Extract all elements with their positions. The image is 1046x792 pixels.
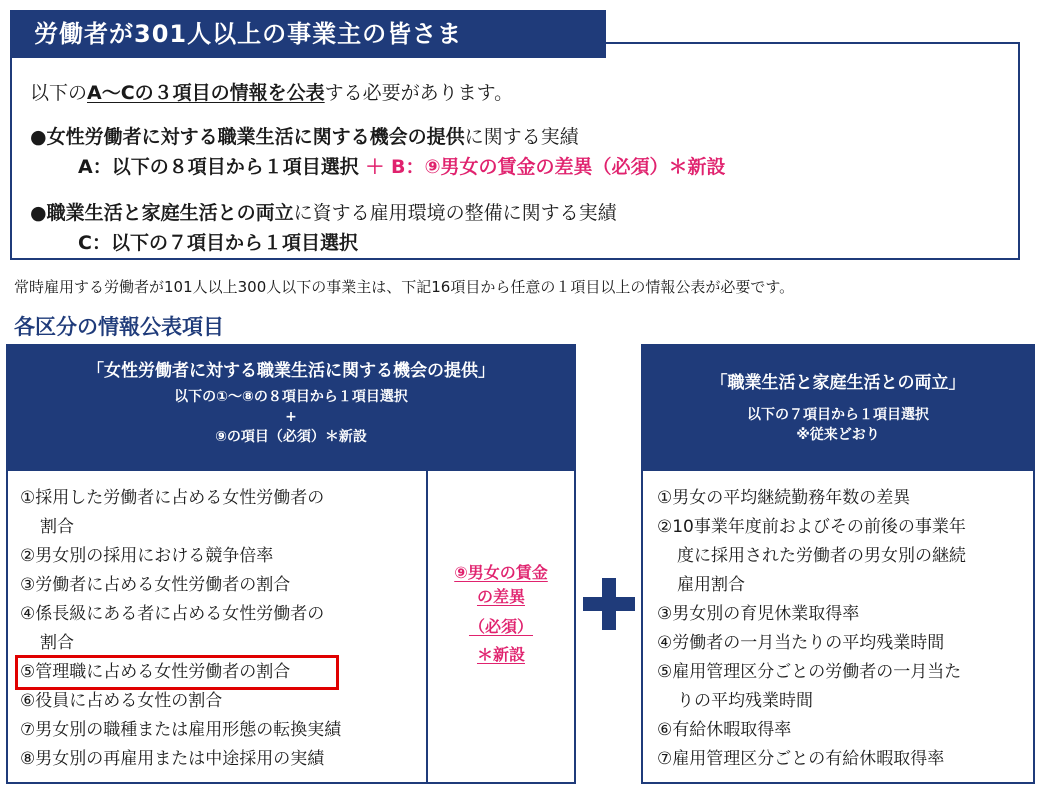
panel-header <box>643 346 1033 471</box>
note-text: 常時雇用する労働者が101人以上300人以下の事業主は、下記16項目から任意の１項目以上の情報公表が必要です。 <box>14 278 795 296</box>
list-item: ⑤雇用管理区分ごとの労働者の一月当た <box>657 662 962 682</box>
list-item: ④係長級にある者に占める女性労働者の <box>20 604 325 624</box>
list-item: ⑥有給休暇取得率 <box>657 720 792 740</box>
requirement-ab: A：以下の８項目から１項目選択 ＋ B：⑨男女の賃金の差異（必須）＊新設 <box>78 156 726 178</box>
list-item: ②10事業年度前およびその前後の事業年 <box>657 517 966 537</box>
list-item: ⑧男女別の再雇用または中途採用の実績 <box>20 749 325 769</box>
requirements-emphasis: A〜Cの３項目の情報を公表 <box>87 82 325 104</box>
panel-title: 「女性労働者に対する職業生活に関する機会の提供」 <box>87 361 495 381</box>
list-item: 割合 <box>40 633 74 653</box>
requirement-work-life: ●職業生活と家庭生活との両立に資する雇用環境の整備に関する実績 <box>30 202 617 224</box>
highlighted-list-item: ⑤管理職に占める女性労働者の割合 <box>18 658 336 687</box>
list-item: ④労働者の一月当たりの平均残業時間 <box>657 633 945 653</box>
list-item: 度に採用された労働者の男女別の継続 <box>677 546 966 566</box>
work-life-items-list <box>657 484 966 774</box>
page-title: 労働者が301人以上の事業主の皆さま <box>10 10 606 58</box>
list-item: 雇用割合 <box>677 575 745 595</box>
requirements-intro: 以下のA〜Cの３項目の情報を公表する必要があります。 <box>30 82 514 104</box>
list-item: ③労働者に占める女性労働者の割合 <box>20 575 291 595</box>
work-life-panel <box>641 344 1035 784</box>
section-title: 各区分の情報公表項目 <box>14 315 224 339</box>
list-item: ③男女別の育児休業取得率 <box>657 604 860 624</box>
list-item: ⑥役員に占める女性の割合 <box>20 691 223 711</box>
requirement-b-new: ＋ B：⑨男女の賃金の差異（必須）＊新設 <box>365 156 726 178</box>
women-items-list <box>20 484 341 774</box>
women-opportunity-panel <box>6 344 576 784</box>
plus-icon <box>583 578 635 630</box>
list-item: ①採用した労働者に占める女性労働者の <box>20 488 325 508</box>
requirement-women-opportunity: ●女性労働者に対する職業生活に関する機会の提供に関する実績 <box>30 126 579 148</box>
list-item: りの平均残業時間 <box>677 691 813 711</box>
list-item: 割合 <box>40 517 74 537</box>
requirement-c: C：以下の７項目から１項目選択 <box>78 232 358 254</box>
panel-title: 「職業生活と家庭生活との両立」 <box>710 373 966 393</box>
list-item: ①男女の平均継続勤務年数の差異 <box>657 488 911 508</box>
panel-header <box>8 346 574 471</box>
wage-gap-item: ⑨男女の賃金 の差異 （必須） ＊新設 <box>454 563 548 664</box>
panel-subtitle: 以下の①〜⑧の８項目から１項目選択 + ⑨の項目（必須）＊新設 <box>174 389 408 445</box>
list-item: ⑦雇用管理区分ごとの有給休暇取得率 <box>657 749 945 769</box>
list-item: ②男女別の採用における競争倍率 <box>20 546 274 566</box>
panel-subtitle: 以下の７項目から１項目選択 ※従来どおり <box>747 407 929 443</box>
requirements-box <box>10 42 1020 260</box>
list-item: ⑦男女別の職種または雇用形態の転換実績 <box>20 720 342 740</box>
